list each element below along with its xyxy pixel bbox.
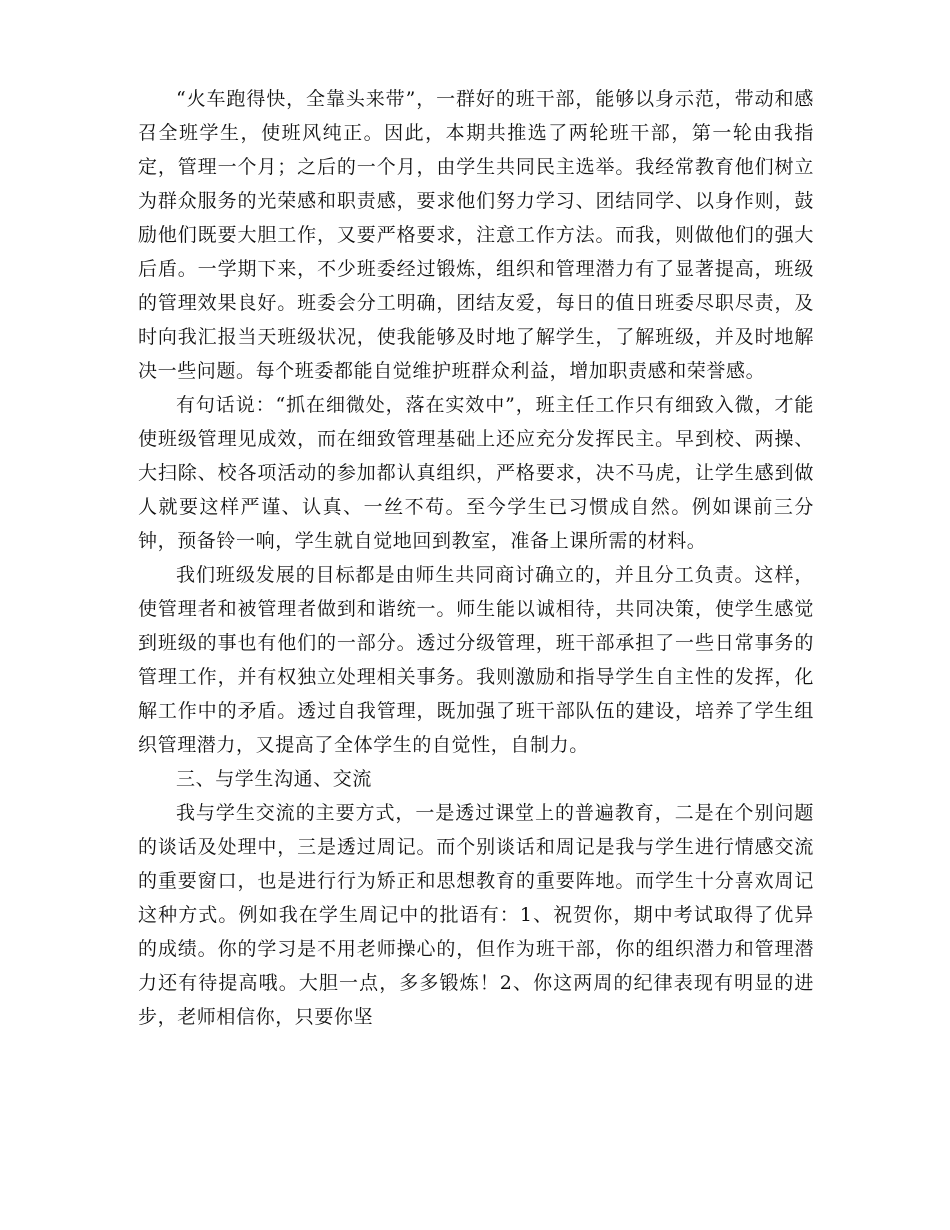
paragraph-communication: 我与学生交流的主要方式，一是透过课堂上的普遍教育，二是在个别问题的谈话及处理中，三是透过周记。而个别谈话和周记是我与学生进行情感交流的重要窗口，也是进行行为矫正和思想教育的重要阵地。而学生十分喜欢周记这种方式。例如我在学生周记中的批语有：1、祝贺你，期中考试取得了优异的成绩。你的学习是不用老师操心的，但作为班干部，你的组织潜力和管理潜力还有待提高哦。大胆一点，多多锻炼！2、你这两周的纪律表现有明显的进步，老师相信你，只要你坚 (138, 802, 814, 1028)
paragraph-shared-goals: 我们班级发展的目标都是由师生共同商讨确立的，并且分工负责。这样，使管理者和被管理者做到和谐统一。师生能以诚相待，共同决策，使学生感觉到班级的事也有他们的一部分。透过分级管理，班干部承担了一些日常事务的管理工作，并有权独立处理相关事务。我则激励和指导学生自主性的发挥，化解工作中的矛盾。透过自我管理，既加强了班干部队伍的建设，培养了学生组织管理潜力，又提高了全体学生的自觉性，自制力。 (138, 564, 814, 756)
document-body (138, 82, 814, 1034)
paragraph-class-cadres: “火车跑得快，全靠头来带”，一群好的班干部，能够以身示范，带动和感召全班学生，使班风纯正。因此，本期共推选了两轮班干部，第一轮由我指定，管理一个月；之后的一个月，由学生共同民主选举。我经常教育他们树立为群众服务的光荣感和职责感，要求他们努力学习、团结同学、以身作则，鼓励他们既要大胆工作，又要严格要求，注意工作方法。而我，则做他们的强大后盾。一学期下来，不少班委经过锻炼，组织和管理潜力有了显著提高，班级的管理效果良好。班委会分工明确，团结友爱，每日的值日班委尽职尽责，及时向我汇报当天班级状况，使我能够及时地了解学生，了解班级，并及时地解决一些问题。每个班委都能自觉维护班群众利益，增加职责感和荣誉感。 (138, 88, 814, 382)
paragraph-detail-management: 有句话说：“抓在细微处，落在实效中”，班主任工作只有细致入微，才能使班级管理见成效，而在细致管理基础上还应充分发挥民主。早到校、两操、大扫除、校各项活动的参加都认真组织，严格要求，决不马虎，让学生感到做人就要这样严谨、认真、一丝不苟。至今学生已习惯成自然。例如课前三分钟，预备铃一响，学生就自觉地回到教室，准备上课所需的材料。 (138, 394, 814, 552)
section-heading: 三、与学生沟通、交流 (176, 768, 373, 790)
